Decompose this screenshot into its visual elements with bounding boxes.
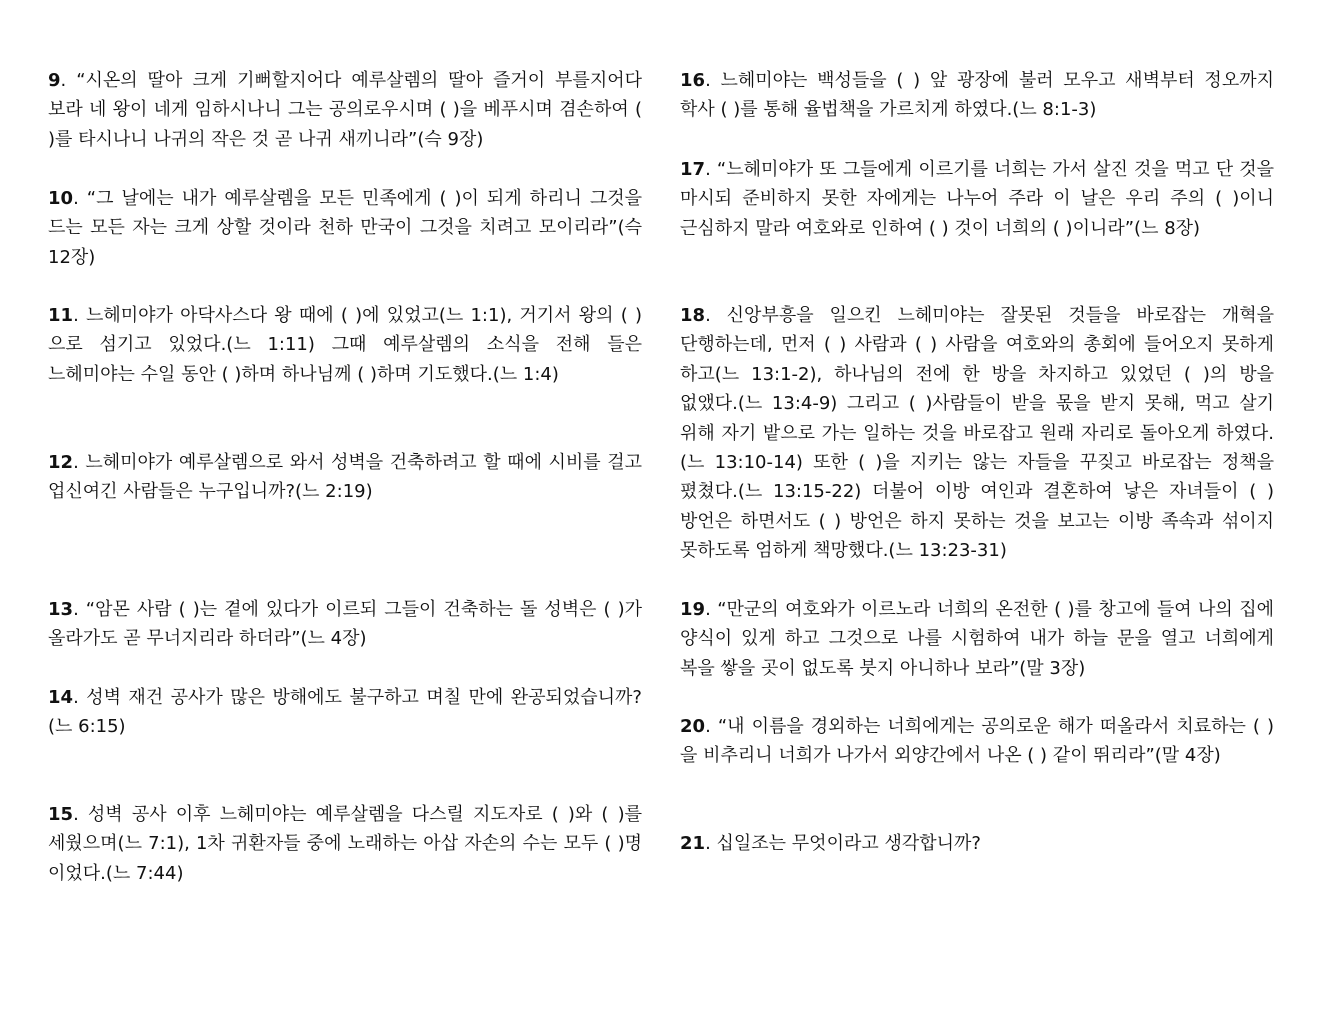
question-text: 느헤미야는 백성들을 ( ) 앞 광장에 불러 모우고 새벽부터 정오까지 학사 ( )를 통해 율법책을 가르치게 하였다.(느 8:1-3) [680, 70, 1274, 121]
question-13: 13. “암몬 사람 ( )는 곁에 있다가 이르되 그들이 건축하는 돌 성벽은 ( )가 올라가도 곧 무너지리라 하더라”(느 4장) [48, 599, 642, 650]
question-text: 느헤미야가 아닥사스다 왕 때에 ( )에 있었고(느 1:1), 거기서 왕의 ( )으로 섬기고 있었다.(느 1:11) 그때 예루살렘의 소식을 전해 들은 느헤미야는 수일 동안 ( )하며 하나님께 ( )하며 기도했다.(느 1:4) [48, 305, 642, 385]
question-21: 21. 십일조는 무엇이라고 생각합니까? [680, 833, 981, 854]
question-19: 19. “만군의 여호와가 이르노라 너희의 온전한 ( )를 창고에 들여 나의 집에 양식이 있게 하고 그것으로 나를 시험하여 내가 하늘 문을 열고 너희에게 복을 쌓을 곳이 없도록 붓지 아니하나 보라”(말 3장) [680, 599, 1274, 679]
question-number: 20 [680, 716, 706, 737]
question-text: “암몬 사람 ( )는 곁에 있다가 이르되 그들이 건축하는 돌 성벽은 ( )가 올라가도 곧 무너지리라 하더라”(느 4장) [48, 599, 642, 650]
question-10: 10. “그 날에는 내가 예루살렘을 모든 민족에게 ( )이 되게 하리니 그것을 드는 모든 자는 크게 상할 것이라 천하 만국이 그것을 치려고 모이리라”(슥 12장) [48, 188, 642, 268]
question-number: 11 [48, 305, 74, 326]
question-16: 16. 느헤미야는 백성들을 ( ) 앞 광장에 불러 모우고 새벽부터 정오까지 학사 ( )를 통해 율법책을 가르치게 하였다.(느 8:1-3) [680, 70, 1274, 121]
question-text: “그 날에는 내가 예루살렘을 모든 민족에게 ( )이 되게 하리니 그것을 드는 모든 자는 크게 상할 것이라 천하 만국이 그것을 치려고 모이리라”(슥 12장) [48, 188, 642, 268]
question-number: 17 [680, 159, 706, 180]
question-number: 12 [48, 452, 74, 473]
question-12: 12. 느헤미야가 예루살렘으로 와서 성벽을 건축하려고 할 때에 시비를 걸고 업신여긴 사람들은 누구입니까?(느 2:19) [48, 452, 642, 503]
question-text: 성벽 공사 이후 느헤미야는 예루살렘을 다스릴 지도자로 ( )와 ( )를 세웠으며(느 7:1), 1차 귀환자들 중에 노래하는 아삽 자손의 수는 모두 ( )명 이었다.(느 7:44) [48, 804, 642, 884]
question-number: 19 [680, 599, 706, 620]
question-text: 성벽 재건 공사가 많은 방해에도 불구하고 며칠 만에 완공되었습니까?(느 6:15) [48, 687, 642, 738]
question-9: 9. “시온의 딸아 크게 기뻐할지어다 예루살렘의 딸아 즐거이 부를지어다 보라 네 왕이 네게 임하시나니 그는 공의로우시며 ( )을 베푸시며 겸손하여 ( )를 타시나니 나귀의 작은 것 곧 나귀 새끼니라”(슥 9장) [48, 70, 642, 150]
question-number: 9 [48, 70, 61, 91]
question-number: 15 [48, 804, 74, 825]
question-number: 21 [680, 833, 706, 854]
question-number: 14 [48, 687, 74, 708]
question-text: “내 이름을 경외하는 너희에게는 공의로운 해가 떠올라서 치료하는 ( )을 비추리니 너희가 나가서 외양간에서 나온 ( ) 같이 뛰리라”(말 4장) [680, 716, 1274, 767]
question-17: 17. “느헤미야가 또 그들에게 이르기를 너희는 가서 살진 것을 먹고 단 것을 마시되 준비하지 못한 자에게는 나누어 주라 이 날은 우리 주의 ( )이니 근심하지 말라 여호와로 인하여 ( ) 것이 너희의 ( )이니라”(느 8장) [680, 159, 1275, 239]
question-18: 18. 신앙부흥을 일으킨 느헤미야는 잘못된 것들을 바로잡는 개혁을 단행하는데, 먼저 ( ) 사람과 ( ) 사람을 여호와의 총회에 들어오지 못하게 하고(느 13:1-2), 하나님의 전에 한 방을 차지하고 있었던 ( )의 방을 없앴다.(느 13:4-9) 그리고 ( )사람들이 받을 몫을 받지 못해, 먹고 살기 위해 자기 밭으로 가는 일하는 것을 바로잡고 원래 자리로 돌아오게 하였다.(느 13:10-14) 또한 ( )을 지키는 않는 자들을 꾸짖고 바로잡는 정책을 폈쳤다.(느 13:15-22) 더불어 이방 여인과 결혼하여 낳은 자녀들이 ( ) 방언은 하면서도 ( ) 방언은 하지 못하는 것을 보고는 이방 족속과 섞이지 못하도록 엄하게 책망했다.(느 13:23-31) [680, 305, 1274, 562]
question-11: 11. 느헤미야가 아닥사스다 왕 때에 ( )에 있었고(느 1:1), 거기서 왕의 ( )으로 섬기고 있었다.(느 1:11) 그때 예루살렘의 소식을 전해 들은 느헤미야는 수일 동안 ( )하며 하나님께 ( )하며 기도했다.(느 1:4) [48, 305, 642, 385]
question-text: 느헤미야가 예루살렘으로 와서 성벽을 건축하려고 할 때에 시비를 걸고 업신여긴 사람들은 누구입니까?(느 2:19) [48, 452, 642, 503]
question-text: 십일조는 무엇이라고 생각합니까? [716, 833, 981, 854]
question-14: 14. 성벽 재건 공사가 많은 방해에도 불구하고 며칠 만에 완공되었습니까?(느 6:15) [48, 687, 642, 738]
question-number: 13 [48, 599, 74, 620]
question-text: 신앙부흥을 일으킨 느헤미야는 잘못된 것들을 바로잡는 개혁을 단행하는데, 먼저 ( ) 사람과 ( ) 사람을 여호와의 총회에 들어오지 못하게 하고(느 13:1-2), 하나님의 전에 한 방을 차지하고 있었던 ( )의 방을 없앴다.(느 13:4-9) 그리고 ( )사람들이 받을 몫을 받지 못해, 먹고 살기 위해 자기 밭으로 가는 일하는 것을 바로잡고 원래 자리로 돌아오게 하였다.(느 13:10-14) 또한 ( )을 지키는 않는 자들을 꾸짖고 바로잡는 정책을 폈쳤다.(느 13:15-22) 더불어 이방 여인과 결혼하여 낳은 자녀들이 ( ) 방언은 하면서도 ( ) 방언은 하지 못하는 것을 보고는 이방 족속과 섞이지 못하도록 엄하게 책망했다.(느 13:23-31) [680, 305, 1274, 562]
question-15: 15. 성벽 공사 이후 느헤미야는 예루살렘을 다스릴 지도자로 ( )와 ( )를 세웠으며(느 7:1), 1차 귀환자들 중에 노래하는 아삽 자손의 수는 모두 ( )명 이었다.(느 7:44) [48, 804, 642, 884]
question-20: 20. “내 이름을 경외하는 너희에게는 공의로운 해가 떠올라서 치료하는 ( )을 비추리니 너희가 나가서 외양간에서 나온 ( ) 같이 뛰리라”(말 4장) [680, 716, 1274, 767]
question-text: “시온의 딸아 크게 기뻐할지어다 예루살렘의 딸아 즐거이 부를지어다 보라 네 왕이 네게 임하시나니 그는 공의로우시며 ( )을 베푸시며 겸손하여 ( )를 타시나니 나귀의 작은 것 곧 나귀 새끼니라”(슥 9장) [48, 70, 642, 150]
question-text: “만군의 여호와가 이르노라 너희의 온전한 ( )를 창고에 들여 나의 집에 양식이 있게 하고 그것으로 나를 시험하여 내가 하늘 문을 열고 너희에게 복을 쌓을 곳이 없도록 붓지 아니하나 보라”(말 3장) [680, 599, 1274, 679]
question-number: 16 [680, 70, 706, 91]
question-text: “느헤미야가 또 그들에게 이르기를 너희는 가서 살진 것을 먹고 단 것을 마시되 준비하지 못한 자에게는 나누어 주라 이 날은 우리 주의 ( )이니 근심하지 말라 여호와로 인하여 ( ) 것이 너희의 ( )이니라”(느 8장) [680, 159, 1275, 239]
question-number: 10 [48, 188, 74, 209]
question-number: 18 [680, 305, 706, 326]
